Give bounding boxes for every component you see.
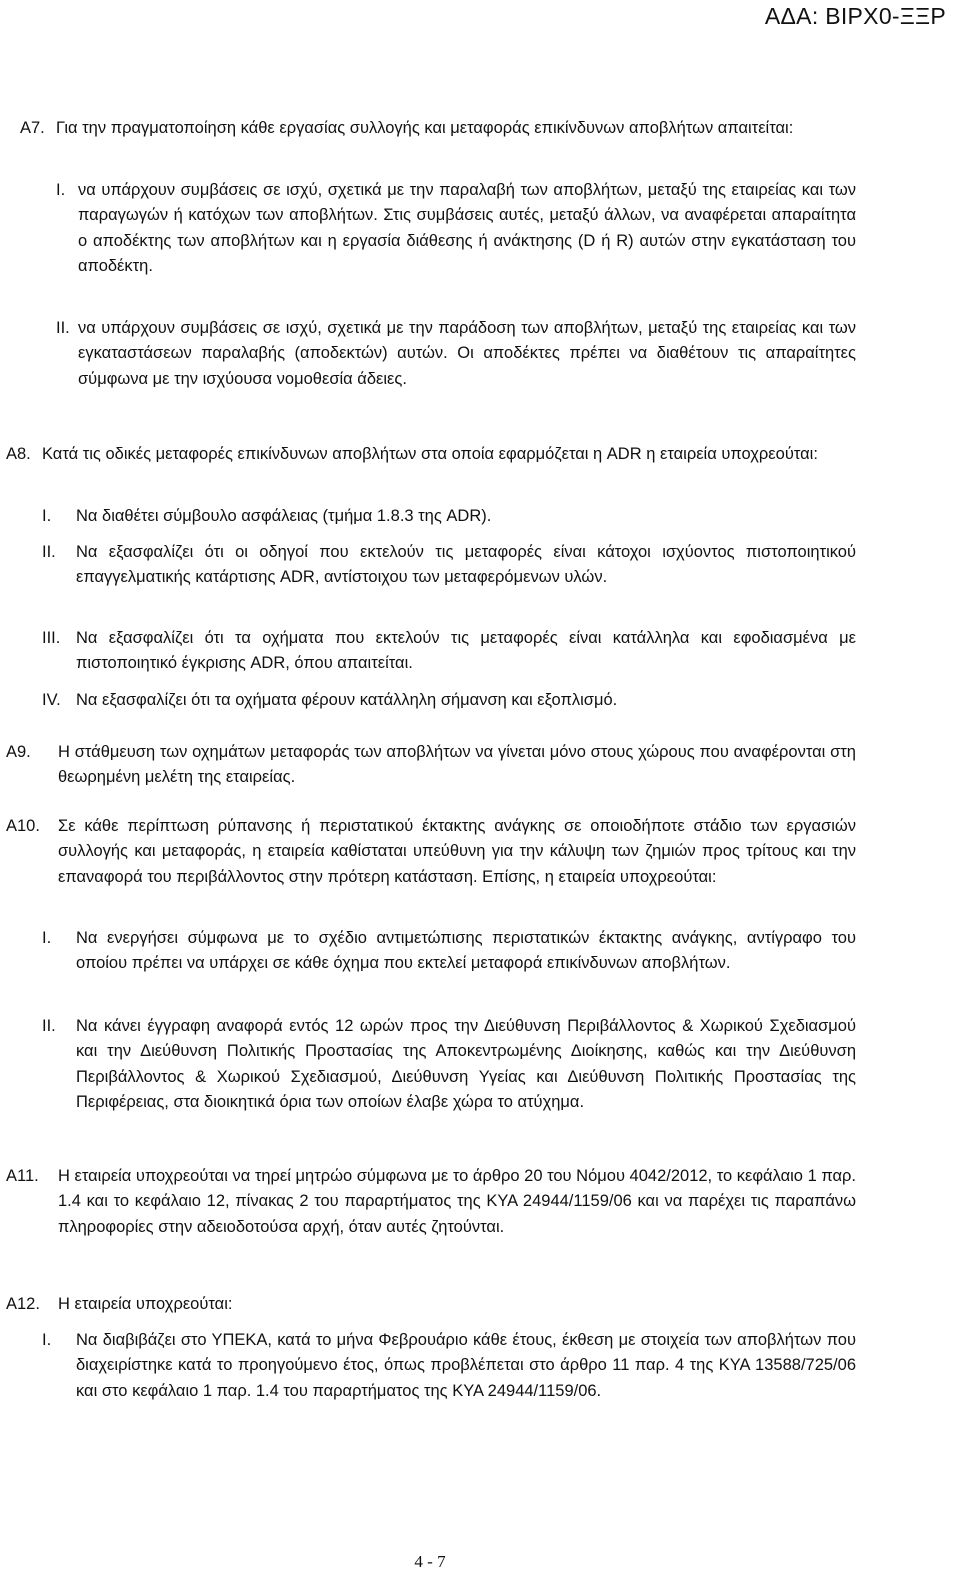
- subitem-text: Να κάνει έγγραφη αναφορά εντός 12 ωρών προς την Διεύθυνση Περιβάλλοντος & Χωρικού Σχεδιασμού και την Διεύθυνση Πολιτικής Προστασίας της Αποκεντρωμένης Διοίκησης, καθώς και την Διεύθυνση Περιβάλλοντος & Χωρικού Σχεδιασμού, Διεύθυνση Υγείας και Διεύθυνση Πολιτικής Προστασίας της Περιφέρειας, στα διοικητικά όρια των οποίων έλαβε χώρα το ατύχημα.: [76, 1017, 856, 1111]
- subitem: [56, 178, 856, 302]
- clause-text: Η στάθμευση των οχημάτων μεταφοράς των αποβλήτων να γίνεται μόνο στους χώρους που αναφέρονται στη θεωρημένη μελέτη της εταιρείας.: [58, 743, 856, 787]
- clause-intro: Κατά τις οδικές μεταφορές επικίνδυνων αποβλήτων στα οποία εφαρμόζεται η ADR η εταιρεία υποχρεούται:: [42, 445, 818, 463]
- clause-intro: Σε κάθε περίπτωση ρύπανσης ή περιστατικού έκτακτης ανάγκης σε οποιοδήποτε στάδιο των εργασιών συλλογής και μεταφοράς, η εταιρεία καθίσταται υπεύθυνη για την κάλυψη των ζημιών προς τρίτους και την επαναφορά του περιβάλλοντος στην πρότερη κατάσταση. Επίσης, η εταιρεία υποχρεούται:: [58, 817, 856, 886]
- subitem-text: Να εξασφαλίζει ότι τα οχήματα φέρουν κατάλληλη σήμανση και εξοπλισμό.: [76, 691, 618, 709]
- subitem-text: Να εξασφαλίζει ότι τα οχήματα που εκτελούν τις μεταφορές είναι κατάλληλα και εφοδιασμένα με πιστοποιητικό έγκρισης ADR, όπου απαιτείται.: [76, 629, 856, 673]
- roman-numeral: II.: [42, 543, 56, 561]
- subitem-text: Να διαθέτει σύμβουλο ασφάλειας (τμήμα 1.8.3 της ADR).: [76, 507, 492, 525]
- roman-numeral: I.: [42, 929, 52, 947]
- roman-numeral: II.: [42, 1017, 56, 1035]
- roman-numeral: IV.: [42, 691, 61, 709]
- clause-number: Α9.: [6, 743, 31, 761]
- page-number: 4 - 7: [414, 1552, 446, 1571]
- clause-number: Α7.: [20, 119, 45, 137]
- clause-number: Α8.: [6, 445, 31, 463]
- clause-intro: Η εταιρεία υποχρεούται:: [58, 1295, 233, 1313]
- clause-number: Α10.: [6, 817, 40, 835]
- subitem-text: Να ενεργήσει σύμφωνα με το σχέδιο αντιμετώπισης περιστατικών έκτακτης ανάγκης, αντίγραφο του οποίου πρέπει να υπάρχει σε κάθε όχημα που εκτελεί μεταφορά επικίνδυνων αποβλήτων.: [76, 929, 856, 973]
- roman-numeral: I.: [56, 181, 66, 199]
- roman-numeral: I.: [42, 1331, 52, 1349]
- clause-number: Α12.: [6, 1295, 40, 1313]
- roman-numeral: II.: [56, 319, 70, 337]
- clause-number: Α11.: [6, 1167, 39, 1185]
- subitem-text: να υπάρχουν συμβάσεις σε ισχύ, σχετικά με την παράδοση των αποβλήτων, μεταξύ της εταιρείας και των εγκαταστάσεων παραλαβής (αποδεκτών) αυτών. Οι αποδέκτες πρέπει να διαθέτουν τις απαραίτητες σύμφωνα με την ισχύουσα νομοθεσία άδειες.: [78, 319, 856, 388]
- clause-intro: Για την πραγματοποίηση κάθε εργασίας συλλογής και μεταφοράς επικίνδυνων αποβλήτων απαιτείται:: [56, 119, 794, 137]
- subitem-text: Να διαβιβάζει στο ΥΠΕΚΑ, κατά το μήνα Φεβρουάριο κάθε έτους, έκθεση με στοιχεία των αποβλήτων που διαχειρίστηκε κατά το προηγούμενο έτος, όπως προβλέπεται στο άρθρο 11 παρ. 4 της ΚΥΑ 13588/725/06 και στο κεφάλαιο 1 παρ. 1.4 του παραρτήματος της ΚΥΑ 24944/1159/06.: [76, 1331, 856, 1400]
- subitem-text: Να εξασφαλίζει ότι οι οδηγοί που εκτελούν τις μεταφορές είναι κάτοχοι ισχύοντος πιστοποιητικού επαγγελματικής κατάρτισης ADR, αντίστοιχου των μεταφερόμενων υλών.: [76, 543, 856, 587]
- document-code: ΑΔΑ: ΒΙΡΧ0-ΞΞΡ: [764, 3, 946, 29]
- clause-text: Η εταιρεία υποχρεούται να τηρεί μητρώο σύμφωνα με το άρθρο 20 του Νόμου 4042/2012, το κεφάλαιο 1 παρ. 1.4 και το κεφάλαιο 12, πίνακας 2 του παραρτήματος της ΚΥΑ 24944/1159/06 και να παρέχει τις παραπάνω πληροφορίες στην αδειοδοτούσα αρχή, όταν αυτές ζητούνται.: [58, 1167, 856, 1236]
- subitem: [56, 316, 856, 418]
- subitem-text: να υπάρχουν συμβάσεις σε ισχύ, σχετικά με την παραλαβή των αποβλήτων, μεταξύ της εταιρείας και των παραγωγών ή κατόχων των αποβλήτων. Στις συμβάσεις αυτές, μεταξύ άλλων, να αναφέρεται απαραίτητα ο αποδέκτης των αποβλήτων και η εργασία διάθεσης ή ανάκτησης (D ή R) αυτών στην εγκατάσταση του αποδέκτη.: [78, 181, 856, 275]
- roman-numeral: III.: [42, 629, 61, 647]
- roman-numeral: I.: [42, 507, 52, 525]
